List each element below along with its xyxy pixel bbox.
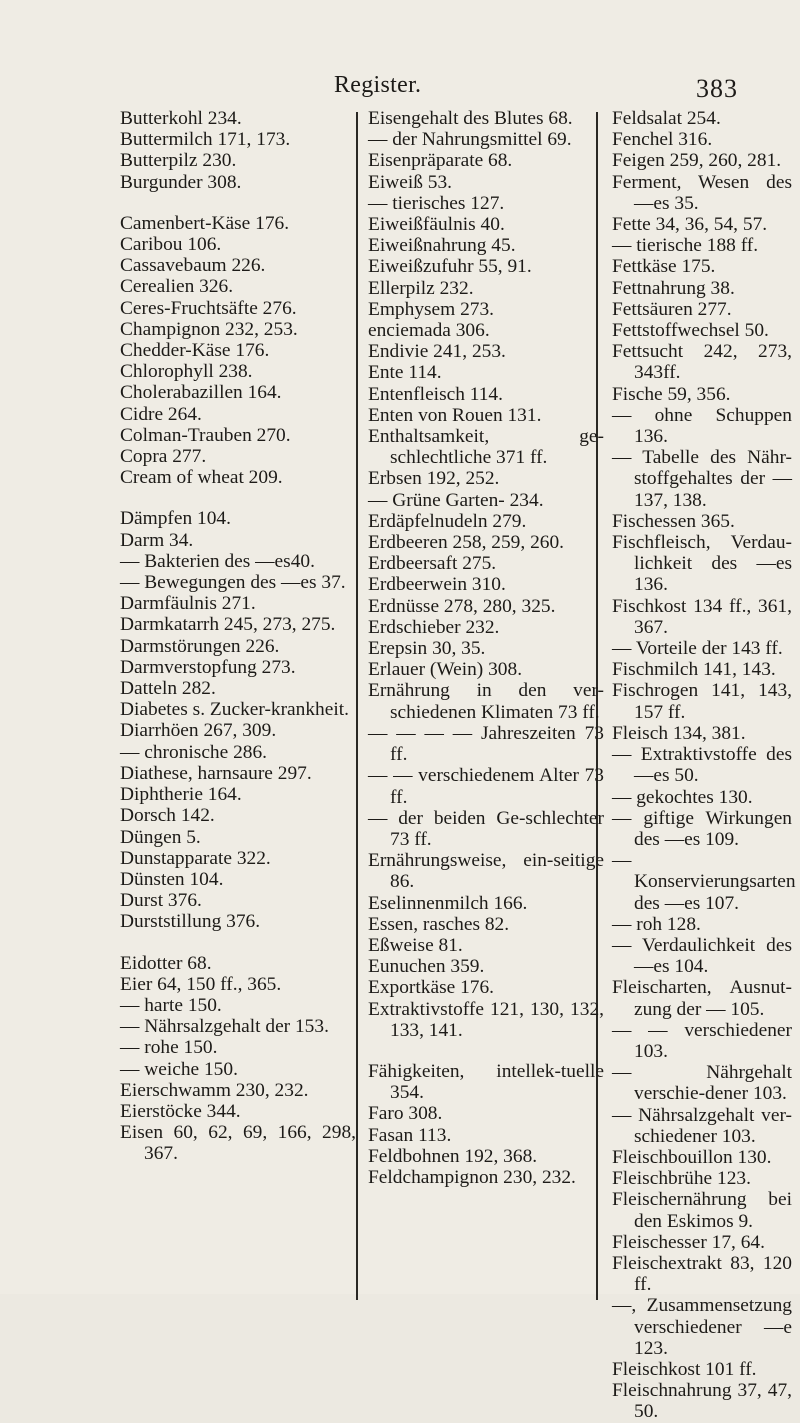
index-entry: Fleischbouillon 130. — [612, 1146, 772, 1168]
index-entry: — giftige Wirkungen des —es 109. — [612, 807, 792, 850]
letter-group-gap — [120, 933, 356, 953]
index-entry: Chlorophyll 238. — [120, 361, 253, 383]
index-entry: Eierstöcke 344. — [120, 1100, 241, 1122]
index-entry: Fettnahrung 38. — [612, 277, 735, 299]
index-entry: — Nährsalzgehalt ver-schiedener 103. — [612, 1104, 792, 1147]
index-entry: Copra 277. — [120, 446, 207, 468]
index-entry: Dünsten 104. — [120, 868, 224, 890]
running-head: Register. — [334, 72, 422, 98]
index-entry: Emphysem 273. — [368, 298, 495, 320]
index-entry: Ceres-Fruchtsäfte 276. — [120, 297, 297, 319]
index-entry: Fasan 113. — [368, 1124, 452, 1146]
index-entry: Dämpfen 104. — [120, 508, 231, 530]
index-entry: Darmstörungen 226. — [120, 635, 280, 657]
index-entry: — Konservierungsarten des —es 107. — [612, 850, 796, 914]
index-entry: Burgunder 308. — [120, 171, 242, 193]
index-entry: Enten von Rouen 131. — [368, 404, 542, 426]
letter-group-gap — [120, 193, 356, 213]
index-entry: — Tabelle des Nähr-stoffgehaltes der — 137, 138. — [612, 447, 792, 511]
index-entry: Essen, rasches 82. — [368, 913, 510, 935]
letter-group-gap — [120, 488, 356, 508]
index-entry: Cholerabazillen 164. — [120, 382, 282, 404]
index-entry: — Nährsalzgehalt der 153. — [120, 1016, 329, 1038]
index-entry: Colman-Trauben 270. — [120, 424, 291, 446]
index-entry: — harte 150. — [120, 994, 222, 1016]
index-entry: Fischessen 365. — [612, 510, 735, 532]
index-entry: — roh 128. — [612, 913, 701, 935]
index-entry: Ernährungsweise, ein-seitige 86. — [368, 850, 604, 893]
index-entry: Feldsalat 254. — [612, 108, 721, 129]
index-entry: — tierisches 127. — [368, 192, 505, 214]
index-entry: Erdbeerwein 310. — [368, 574, 506, 596]
index-entry: Erdnüsse 278, 280, 325. — [368, 595, 556, 617]
index-entry: Fleischnahrung 37, 47, 50. — [612, 1380, 792, 1423]
index-entry: Enthaltsamkeit, ge-schlechtliche 371 ff. — [368, 426, 604, 469]
index-entry: Entenfleisch 114. — [368, 383, 503, 405]
index-entry: Cidre 264. — [120, 403, 202, 425]
index-entry: Feldchampignon 230, 232. — [368, 1166, 576, 1188]
index-entry: — Bakterien des —es40. — [120, 550, 315, 572]
index-entry: Eier 64, 150 ff., 365. — [120, 973, 282, 995]
index-entry: Buttermilch 171, 173. — [120, 129, 291, 151]
index-entry: Darmverstopfung 273. — [120, 656, 296, 678]
index-entry: Erepsin 30, 35. — [368, 638, 486, 660]
index-entry: Champignon 232, 253. — [120, 318, 298, 340]
index-entry: — Verdaulichkeit des —es 104. — [612, 934, 792, 978]
index-entry: Darmfäulnis 271. — [120, 593, 256, 615]
column-divider — [356, 112, 358, 1300]
index-entry: Fettsucht 242, 273, 343ff. — [612, 341, 792, 384]
index-entry: Endivie 241, 253. — [368, 341, 506, 363]
index-entry: — rohe 150. — [120, 1037, 218, 1059]
index-entry: — Grüne Garten- 234. — [368, 489, 544, 511]
index-entry: Fenchel 316. — [612, 129, 713, 151]
index-entry: — — verschiedenem Alter 73 ff. — [368, 765, 604, 808]
index-entry: —, Zusammensetzung verschiedener —e 123. — [612, 1295, 792, 1359]
index-entry: Erdäpfelnudeln 279. — [368, 510, 527, 532]
index-entry: Dunstapparate 322. — [120, 847, 271, 869]
index-column-1 — [120, 108, 356, 1165]
index-entry: Butterpilz 230. — [120, 150, 237, 172]
index-entry: Fischfleisch, Verdau-lichkeit des —es 136. — [612, 532, 792, 596]
index-entry: Durst 376. — [120, 890, 202, 912]
index-entry: enciemada 306. — [368, 320, 490, 342]
index-entry: — tierische 188 ff. — [612, 235, 759, 257]
index-entry: — — — — Jahreszeiten 73 ff. — [368, 722, 604, 766]
index-entry: Darm 34. — [120, 529, 194, 551]
index-column-3 — [612, 108, 796, 1423]
index-entry: Eselinnenmilch 166. — [368, 892, 528, 914]
letter-group-gap — [368, 1041, 604, 1061]
index-entry: Eisen 60, 62, 69, 166, 298, 367. — [120, 1122, 356, 1165]
index-entry: Eßweise 81. — [368, 934, 463, 956]
index-entry: Ente 114. — [368, 362, 442, 384]
index-entry: Fischrogen 141, 143, 157 ff. — [612, 680, 792, 723]
index-entry: Eisengehalt des Blutes 68. — [368, 108, 573, 129]
index-entry: — der beiden Ge-schlechter 73 ff. — [368, 807, 604, 850]
index-entry: Cassavebaum 226. — [120, 255, 266, 277]
index-entry: Eiweißnahrung 45. — [368, 235, 516, 257]
index-entry: Fleisch 134, 381. — [612, 722, 746, 744]
index-entry: — Extraktivstoffe des —es 50. — [612, 744, 792, 787]
index-entry: — weiche 150. — [120, 1058, 238, 1080]
index-entry: Eierschwamm 230, 232. — [120, 1079, 309, 1101]
index-entry: Exportkäse 176. — [368, 977, 495, 999]
index-entry: Feldbohnen 192, 368. — [368, 1145, 538, 1167]
index-entry: Erbsen 192, 252. — [368, 468, 500, 490]
index-entry: Ferment, Wesen des —es 35. — [612, 171, 792, 214]
index-entry: Datteln 282. — [120, 678, 216, 700]
index-entry: Feigen 259, 260, 281. — [612, 150, 782, 172]
index-entry: Butterkohl 234. — [120, 108, 242, 129]
index-entry: — Vorteile der 143 ff. — [612, 638, 783, 660]
index-entry: — — verschiedener 103. — [612, 1019, 792, 1062]
index-entry: Düngen 5. — [120, 826, 201, 848]
index-entry: Fettkäse 175. — [612, 256, 716, 278]
index-entry: Fettsäuren 277. — [612, 298, 732, 320]
index-entry: Extraktivstoffe 121, 130, 132, 133, 141. — [368, 998, 604, 1041]
index-entry: Darmkatarrh 245, 273, 275. — [120, 614, 336, 636]
index-entry: Fleischkost 101 ff. — [612, 1358, 757, 1380]
index-entry: — gekochtes 130. — [612, 786, 753, 808]
index-entry: Eunuchen 359. — [368, 956, 485, 978]
index-entry: Chedder-Käse 176. — [120, 340, 270, 362]
index-entry: Cerealien 326. — [120, 276, 234, 298]
index-entry: Fleischbrühe 123. — [612, 1168, 751, 1190]
index-entry: — chronische 286. — [120, 741, 268, 763]
index-entry: Eiweißfäulnis 40. — [368, 214, 505, 236]
index-entry: Caribou 106. — [120, 234, 222, 256]
index-entry: Faro 308. — [368, 1103, 443, 1125]
index-entry: Eiweiß 53. — [368, 171, 453, 193]
index-entry: Cream of wheat 209. — [120, 467, 283, 489]
index-entry: Fischkost 134 ff., 361, 367. — [612, 595, 792, 638]
index-entry: — Bewegungen des —es 37. — [120, 572, 346, 594]
index-entry: Diphtherie 164. — [120, 784, 242, 806]
index-entry: Dorsch 142. — [120, 805, 215, 827]
index-entry: Fleischextrakt 83, 120 ff. — [612, 1252, 792, 1296]
index-entry: Diathese, harnsaure 297. — [120, 762, 312, 784]
index-entry: Diarrhöen 267, 309. — [120, 720, 277, 742]
page-number: 383 — [696, 74, 738, 103]
index-entry: Fische 59, 356. — [612, 383, 731, 405]
index-entry: Erlauer (Wein) 308. — [368, 659, 523, 681]
index-entry: Fähigkeiten, intellek-tuelle 354. — [368, 1060, 604, 1104]
index-entry: Ellerpilz 232. — [368, 277, 474, 299]
index-entry: — Nährgehalt verschie-dener 103. — [612, 1062, 792, 1105]
index-entry: — der Nahrungsmittel 69. — [368, 129, 572, 151]
index-entry: Fleischesser 17, 64. — [612, 1231, 765, 1253]
page-header — [0, 72, 800, 112]
index-entry: Diabetes s. Zucker-krankheit. — [120, 699, 349, 721]
index-entry: Eiweißzufuhr 55, 91. — [368, 256, 532, 278]
index-column-2 — [368, 108, 604, 1188]
index-entry: Erdbeeren 258, 259, 260. — [368, 532, 565, 554]
index-entry: — ohne Schuppen 136. — [612, 404, 792, 448]
index-entry: Eisenpräparate 68. — [368, 150, 513, 172]
index-entry: Fette 34, 36, 54, 57. — [612, 214, 768, 236]
index-entry: Fleischarten, Ausnut-zung der — 105. — [612, 977, 792, 1020]
index-entry: Camenbert-Käse 176. — [120, 212, 290, 234]
index-entry: Erdbeersaft 275. — [368, 553, 497, 575]
index-entry: Erdschieber 232. — [368, 616, 500, 638]
index-entry: Fleischernährung bei den Eskimos 9. — [612, 1189, 792, 1232]
index-entry: Eidotter 68. — [120, 952, 212, 974]
index-entry: Ernährung in den ver-schiedenen Klimaten 73 ff. — [368, 680, 604, 723]
index-entry: Fettstoffwechsel 50. — [612, 320, 769, 342]
index-entry: Durststillung 376. — [120, 911, 261, 933]
index-entry: Fischmilch 141, 143. — [612, 659, 776, 681]
